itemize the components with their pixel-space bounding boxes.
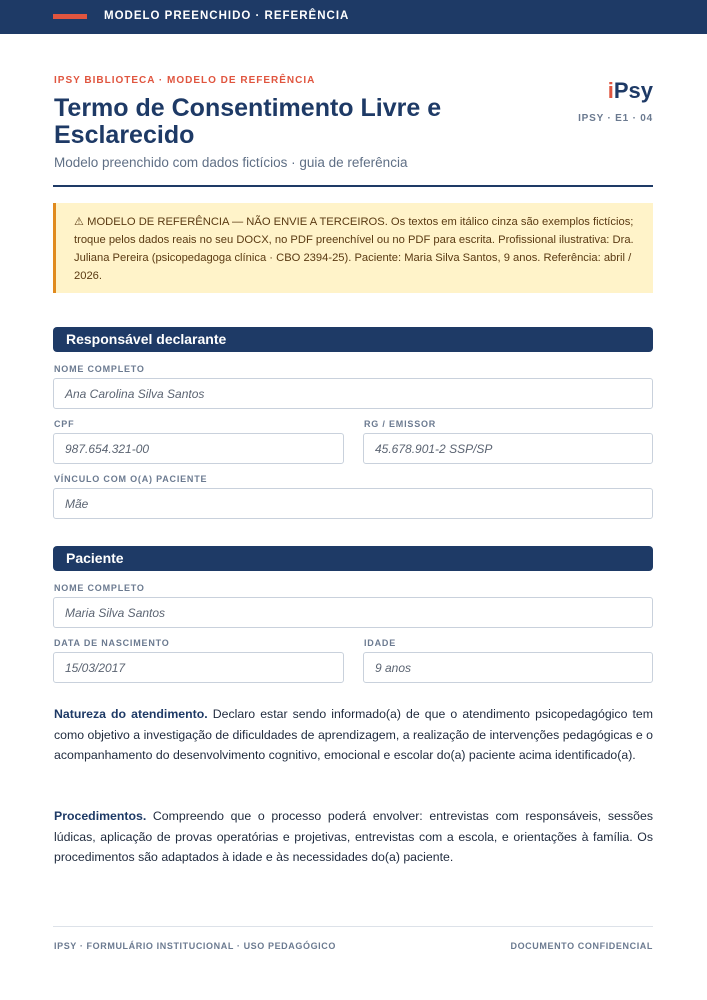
paciente-nascimento-field[interactable]: 15/03/2017	[53, 652, 344, 683]
paciente-idade-label: IDADE	[364, 638, 397, 648]
footer-left-text: IPSY · FORMULÁRIO INSTITUCIONAL · USO PEDAGÓGICO	[54, 941, 336, 951]
page-subtitle: Modelo preenchido com dados fictícios · guia de referência	[54, 155, 408, 170]
brand-logo	[608, 78, 653, 104]
responsavel-rg-field[interactable]: 45.678.901-2 SSP/SP	[363, 433, 653, 464]
paciente-nome-field[interactable]: Maria Silva Santos	[53, 597, 653, 628]
responsavel-cpf-field[interactable]: 987.654.321-00	[53, 433, 344, 464]
top-banner	[0, 0, 707, 34]
paciente-idade-field[interactable]: 9 anos	[363, 652, 653, 683]
page-title: Termo de Consentimento Livre e Esclarecido	[54, 94, 442, 149]
banner-accent-stripe	[53, 14, 87, 19]
paragraph-natureza	[54, 704, 653, 766]
section-heading-responsavel: Responsável declarante	[53, 327, 653, 352]
footer-divider	[53, 926, 653, 927]
document-eyebrow: IPSY BIBLIOTECA · MODELO DE REFERÊNCIA	[54, 75, 316, 86]
reference-notice: ⚠ MODELO DE REFERÊNCIA — NÃO ENVIE A TERCEIROS. Os textos em itálico cinza são exemplos fictícios; troque pelos dados reais no seu DOCX, no PDF preenchível ou no PDF para escrita. Profissional ilustrativa: Dra. Juliana Pereira (psicopedagoga clínica · CBO 2394-25). Paciente: Maria Silva Santos, 9 anos. Referência: abril / 2026.	[53, 203, 653, 293]
banner-label: MODELO PREENCHIDO · REFERÊNCIA	[104, 10, 350, 22]
header-divider	[53, 185, 653, 187]
section-heading-paciente: Paciente	[53, 546, 653, 571]
responsavel-nome-field[interactable]: Ana Carolina Silva Santos	[53, 378, 653, 409]
paragraph-procedimentos-lead: Procedimentos.	[54, 809, 147, 823]
brand-logo-rest: Psy	[613, 78, 653, 103]
responsavel-nome-label: NOME COMPLETO	[54, 364, 145, 374]
document-code: IPSY · E1 · 04	[578, 113, 653, 124]
footer-right-text: DOCUMENTO CONFIDENCIAL	[510, 941, 653, 951]
brand-logo-i: i	[607, 78, 614, 103]
responsavel-vinculo-label: VÍNCULO COM O(A) PACIENTE	[54, 474, 208, 484]
paragraph-procedimentos-text: Compreendo que o processo poderá envolver: entrevistas com responsáveis, sessões lúdicas, aplicação de provas operatórias e projetivas, entrevistas com a escola, e orientações à família. Os procedimentos são adaptados à idade e às necessidades do(a) paciente.	[54, 809, 653, 864]
paragraph-natureza-text: Declaro estar sendo informado(a) de que o atendimento psicopedagógico tem como objetivo a investigação de dificuldades de aprendizagem, a realização de intervenções pedagógicas e o acompanhamento do desenvolvimento cognitivo, emocional e escolar do(a) paciente acima identificado(a).	[54, 707, 653, 762]
responsavel-vinculo-field[interactable]: Mãe	[53, 488, 653, 519]
responsavel-rg-label: RG / EMISSOR	[364, 419, 437, 429]
paragraph-natureza-lead: Natureza do atendimento.	[54, 707, 208, 721]
paragraph-procedimentos	[54, 806, 653, 868]
paciente-nome-label: NOME COMPLETO	[54, 583, 145, 593]
responsavel-cpf-label: CPF	[54, 419, 75, 429]
paciente-nascimento-label: DATA DE NASCIMENTO	[54, 638, 170, 648]
